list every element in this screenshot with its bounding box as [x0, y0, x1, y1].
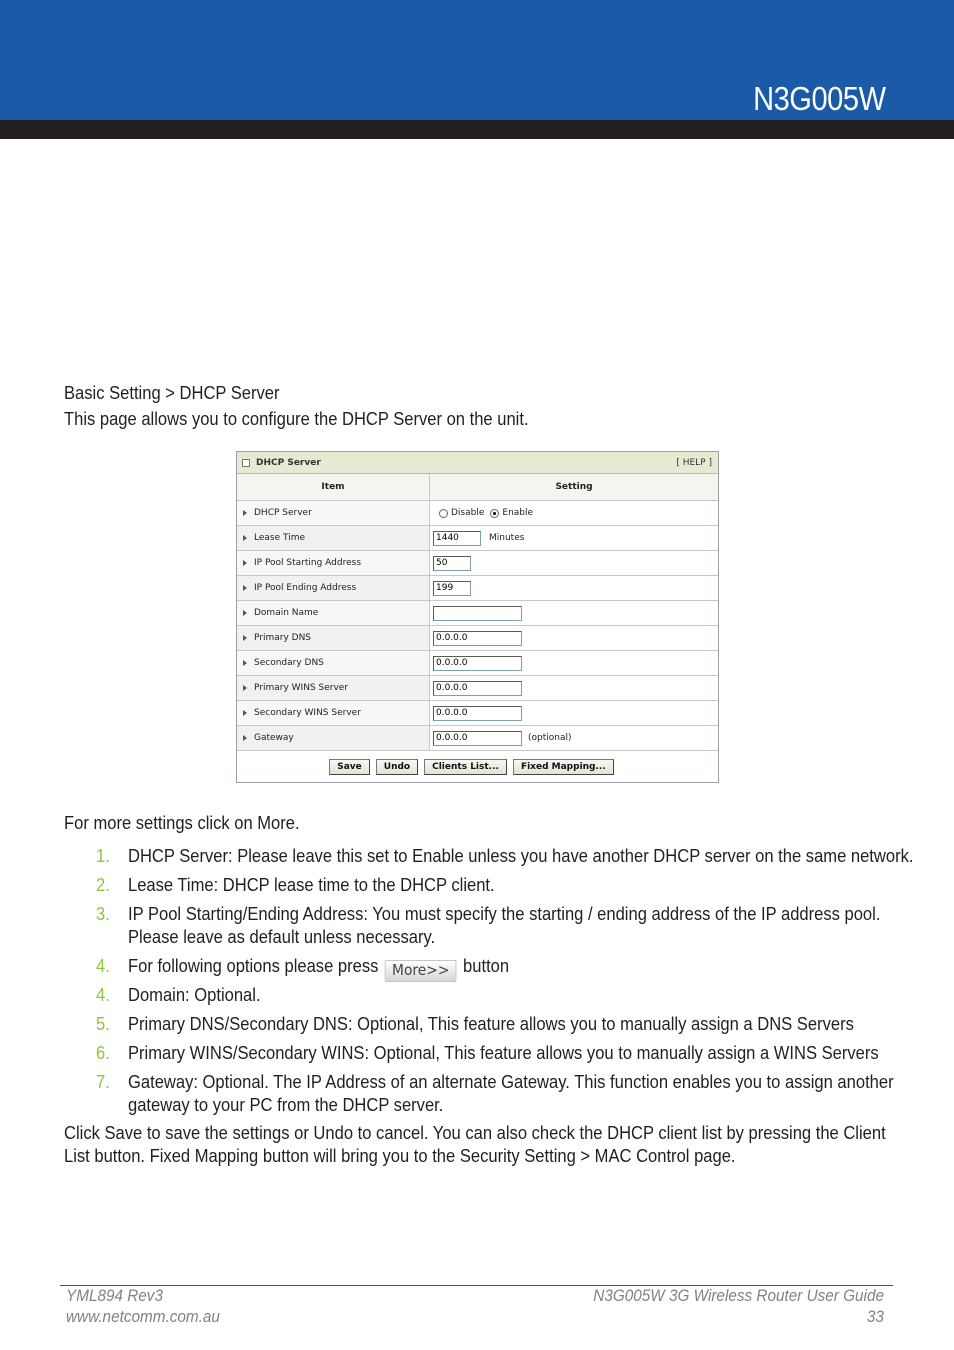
section-heading: Basic Setting > DHCP Server: [64, 383, 280, 403]
row-label: Gateway: [254, 733, 294, 743]
enable-radio[interactable]: [490, 509, 499, 518]
section-intro: This page allows you to configure the DHCP Server on the unit.: [64, 409, 529, 429]
footer-doc-code: YML894 Rev3: [66, 1286, 163, 1305]
undo-button[interactable]: Undo: [376, 759, 418, 775]
list-text: IP Pool Starting/Ending Address: You must specify the starting / ending address of the IP address pool.: [128, 904, 881, 924]
secondary-dns-input[interactable]: 0.0.0.0: [433, 656, 522, 671]
row-pool-start: [237, 551, 718, 576]
pool-end-input[interactable]: 199: [433, 581, 471, 596]
header-stripe: [0, 120, 954, 139]
list-number: 2.: [96, 875, 110, 895]
list-text: Primary WINS/Secondary WINS: Optional, This feature allows you to manually assign a WINS Servers: [128, 1043, 879, 1063]
panel-header: [237, 452, 718, 474]
closing-line: Click Save to save the settings or Undo to cancel. You can also check the DHCP client list by pressing the Client: [64, 1123, 886, 1143]
save-button[interactable]: Save: [329, 759, 370, 775]
arrow-icon: [243, 710, 247, 716]
list-text: [128, 955, 509, 982]
arrow-icon: [243, 685, 247, 691]
row-label: Primary WINS Server: [254, 683, 349, 693]
footer-website: www.netcomm.com.au: [66, 1307, 220, 1326]
domain-name-input[interactable]: [433, 606, 522, 621]
list-text-pre: For following options please press: [128, 956, 379, 976]
list-number: 6.: [96, 1043, 110, 1063]
list-number: 4.: [96, 956, 110, 976]
lease-unit: Minutes: [489, 533, 525, 543]
row-secondary-wins: [237, 701, 718, 726]
arrow-icon: [243, 585, 247, 591]
disable-label: Disable: [451, 508, 485, 518]
col-setting: Setting: [555, 482, 593, 492]
list-text-post: button: [463, 956, 510, 976]
closing-paragraph: [64, 1122, 886, 1168]
list-number: 1.: [96, 846, 110, 866]
more-button-image: More>>: [385, 960, 457, 982]
row-primary-wins: [237, 676, 718, 701]
panel-title: DHCP Server: [256, 457, 321, 468]
arrow-icon: [243, 610, 247, 616]
row-label: IP Pool Ending Address: [254, 583, 357, 593]
more-settings-text: For more settings click on More.: [64, 813, 300, 833]
list-number: 3.: [96, 904, 110, 924]
footer-guide-title: N3G005W 3G Wireless Router User Guide: [593, 1286, 884, 1305]
row-lease-time: [237, 526, 718, 551]
arrow-icon: [243, 560, 247, 566]
arrow-icon: [243, 735, 247, 741]
list-text: Gateway: Optional. The IP Address of an alternate Gateway. This function enables you to assign another: [128, 1072, 894, 1092]
arrow-icon: [243, 635, 247, 641]
row-label: Lease Time: [254, 533, 306, 543]
disable-radio[interactable]: [439, 509, 448, 518]
gateway-input[interactable]: 0.0.0.0: [433, 731, 522, 746]
arrow-icon: [243, 510, 247, 516]
arrow-icon: [243, 660, 247, 666]
secondary-wins-input[interactable]: 0.0.0.0: [433, 706, 522, 721]
pool-start-input[interactable]: 50: [433, 556, 471, 571]
panel-square-icon: [242, 459, 250, 467]
gateway-note: (optional): [528, 733, 572, 743]
row-domain-name: [237, 601, 718, 626]
list-number: 7.: [96, 1072, 110, 1092]
row-label: Secondary WINS Server: [254, 708, 361, 718]
row-secondary-dns: [237, 651, 718, 676]
clients-list-button[interactable]: Clients List...: [424, 759, 507, 775]
list-text: gateway to your PC from the DHCP server.: [128, 1095, 444, 1115]
button-row: [237, 751, 718, 783]
row-primary-dns: [237, 626, 718, 651]
row-label: DHCP Server: [254, 508, 312, 518]
lease-time-input[interactable]: 1440: [433, 531, 481, 546]
product-title: N3G005W: [753, 80, 886, 117]
row-pool-end: [237, 576, 718, 601]
footer-page-number: 33: [866, 1307, 884, 1326]
list-number: 4.: [96, 985, 110, 1005]
primary-wins-input[interactable]: 0.0.0.0: [433, 681, 522, 696]
list-number: 5.: [96, 1014, 110, 1034]
row-label: Primary DNS: [254, 633, 312, 643]
enable-label: Enable: [502, 508, 534, 518]
arrow-icon: [243, 535, 247, 541]
list-text: Please leave as default unless necessary.: [128, 927, 436, 947]
list-text: Primary DNS/Secondary DNS: Optional, This feature allows you to manually assign a DNS Servers: [128, 1014, 854, 1034]
dhcp-server-panel: [236, 451, 719, 783]
help-link[interactable]: [ HELP ]: [676, 458, 712, 468]
list-text: DHCP Server: Please leave this set to Enable unless you have another DHCP server on the same network.: [128, 846, 914, 866]
row-label: Secondary DNS: [254, 658, 324, 668]
row-label: Domain Name: [254, 608, 319, 618]
list-text: Lease Time: DHCP lease time to the DHCP client.: [128, 875, 495, 895]
row-gateway: [237, 726, 718, 751]
row-label: IP Pool Starting Address: [254, 558, 362, 568]
primary-dns-input[interactable]: 0.0.0.0: [433, 631, 522, 646]
list-text: Domain: Optional.: [128, 985, 261, 1005]
col-item: Item: [237, 474, 430, 500]
row-dhcp-server: [237, 501, 718, 526]
closing-line: List button. Fixed Mapping button will bring you to the Security Setting > MAC Control page.: [64, 1146, 736, 1166]
fixed-mapping-button[interactable]: Fixed Mapping...: [513, 759, 614, 775]
column-headers: [237, 474, 718, 501]
